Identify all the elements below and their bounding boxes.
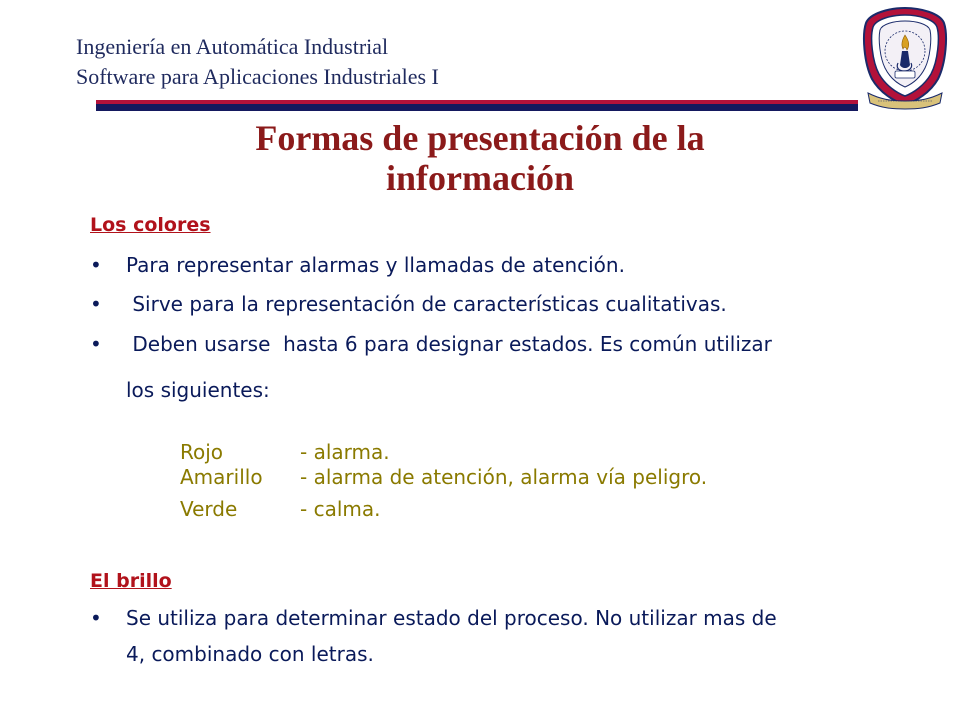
color-name: Rojo: [180, 440, 224, 464]
bullet-continuation: 4, combinado con letras.: [126, 642, 374, 666]
slide-title-line2: información: [386, 158, 574, 198]
bullet-text: Sirve para la representación de características cualitativas.: [126, 292, 727, 316]
color-list-item: [180, 440, 390, 464]
color-list-item: [180, 465, 707, 489]
bullet-text: Se utiliza para determinar estado del proceso. No utilizar mas de: [126, 606, 777, 630]
course-header: [76, 32, 439, 92]
bullet-text: Deben usarse hasta 6 para designar estados. Es común utilizar: [126, 332, 772, 356]
bullet-text: Para representar alarmas y llamadas de atención.: [126, 253, 625, 277]
color-list-item: [180, 497, 380, 521]
bullet-icon: •: [90, 253, 102, 277]
color-meaning: - alarma de atención, alarma vía peligro.: [300, 465, 708, 489]
slide-title-line1: Formas de presentación de la: [255, 118, 705, 158]
color-meaning: - calma.: [300, 497, 381, 521]
section-heading-brillo: El brillo: [90, 570, 172, 592]
color-meaning: - alarma.: [300, 440, 390, 464]
bullet-icon: •: [90, 606, 102, 630]
color-name: Verde: [180, 497, 238, 521]
bullet-continuation: los siguientes:: [126, 378, 270, 402]
course-name: Software para Aplicaciones Industriales I: [76, 64, 439, 89]
bullet-icon: •: [90, 332, 102, 356]
slide-title: [120, 118, 840, 198]
program-name: Ingeniería en Automática Industrial: [76, 34, 389, 59]
section-heading-colores: Los colores: [90, 214, 211, 236]
university-seal-icon: [860, 5, 950, 111]
color-name: Amarillo: [180, 465, 263, 489]
bullet-icon: •: [90, 292, 102, 316]
header-rule-blue: [96, 104, 858, 111]
